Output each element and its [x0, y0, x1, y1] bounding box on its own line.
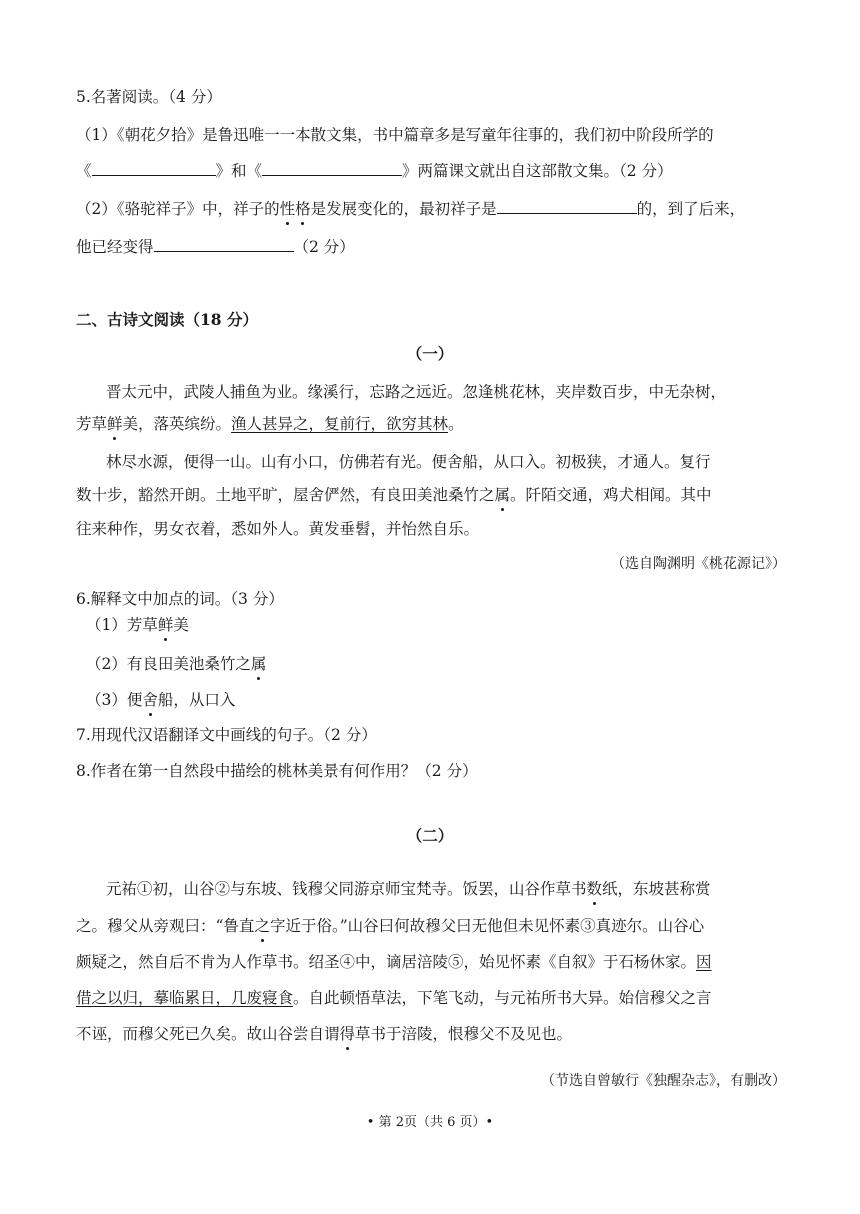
- part-two-label: （二）: [406, 826, 454, 845]
- q6-item1: （1）芳草鲜美: [86, 616, 189, 634]
- passage2-line1: 元祐①初，山谷②与东坡、钱穆父同游京师宝梵寺。饭罢，山谷作草书数纸，东坡甚称赏: [106, 880, 711, 898]
- passage1-line1: 晋太元中，武陵人捕鱼为业。缘溪行，忘路之远近。忽逢桃花林，夹岸数百步，中无杂树，: [106, 383, 727, 401]
- q7: 7.用现代汉语翻译文中画线的句子。（2 分）: [76, 726, 377, 744]
- q5-part1-line2: 《 》和《 》两篇课文就出自这部散文集。（2 分）: [76, 162, 673, 180]
- q8: 8.作者在第一自然段中描绘的桃林美景有何作用？（2 分）: [76, 762, 478, 780]
- q6-item3: （3）便舍船，从口入: [86, 691, 236, 709]
- answer-blank-4[interactable]: [154, 236, 294, 252]
- underlined-sentence-2-start: 因: [696, 953, 712, 971]
- page-footer: • 第 2页（共 6 页）•: [366, 1115, 494, 1130]
- passage2-source: （节选自曾敏行《独醒杂志》，有删改）: [541, 1073, 786, 1089]
- passage2-line5: 不诬，而穆父死已久矣。故山谷尝自谓得草书于涪陵，恨穆父不及见也。: [76, 1025, 573, 1043]
- passage1-source: （选自陶渊明《桃花源记》）: [611, 556, 786, 572]
- section-heading: 二、古诗文阅读（18 分）: [76, 310, 258, 329]
- passage2-line3: 颇疑之，然自后不肯为人作草书。绍圣④中，谪居涪陵⑤，始见怀素《自叙》于石杨休家。因: [76, 953, 712, 971]
- answer-blank-1[interactable]: [92, 160, 216, 176]
- q5-part2-line1: （2）《骆驼祥子》中，祥子的性格是发展变化的，最初祥子是 的，到了后来，: [76, 200, 746, 218]
- passage2-line2: 之。穆父从旁观曰：“鲁直之字近于俗。”山谷曰何故穆父曰无他但未见怀素③真迹尔。山谷心: [76, 917, 705, 935]
- part-one-label: （一）: [406, 344, 454, 363]
- q5-title: 5.名著阅读。（4 分）: [76, 88, 222, 106]
- answer-blank-3[interactable]: [497, 198, 637, 214]
- passage1-line3: 林尽水源，便得一山。山有小口，仿佛若有光。便舍船，从口入。初极狭，才通人。复行: [106, 453, 711, 471]
- passage1-line5: 往来种作，男女衣着，悉如外人。黄发垂髫，并怡然自乐。: [76, 520, 480, 538]
- q5-part2-line2: 他已经变得 （2 分）: [76, 238, 355, 256]
- passage2-line4: 借之以归，摹临累日，几废寝食。自此顿悟草法，下笔飞动，与元祐所书大异。始信穆父之言: [76, 989, 712, 1007]
- passage1-line2: 芳草鲜美，落英缤纷。渔人甚异之，复前行，欲穷其林。: [76, 415, 464, 433]
- underlined-sentence-2-end: 借之以归，摹临累日，几废寝食: [76, 989, 294, 1007]
- q6-title: 6.解释文中加点的词。（3 分）: [76, 590, 284, 608]
- underlined-sentence-1: 渔人甚异之，复前行，欲穷其林: [231, 415, 449, 433]
- q6-item2: （2）有良田美池桑竹之属: [86, 655, 267, 673]
- answer-blank-2[interactable]: [262, 160, 402, 176]
- q5-part1-line1: （1）《朝花夕拾》是鲁迅唯一一本散文集，书中篇章多是写童年往事的，我们初中阶段所学的: [76, 126, 714, 144]
- passage1-line4: 数十步，豁然开朗。土地平旷，屋舍俨然，有良田美池桑竹之属。阡陌交通，鸡犬相闻。其中: [76, 486, 712, 504]
